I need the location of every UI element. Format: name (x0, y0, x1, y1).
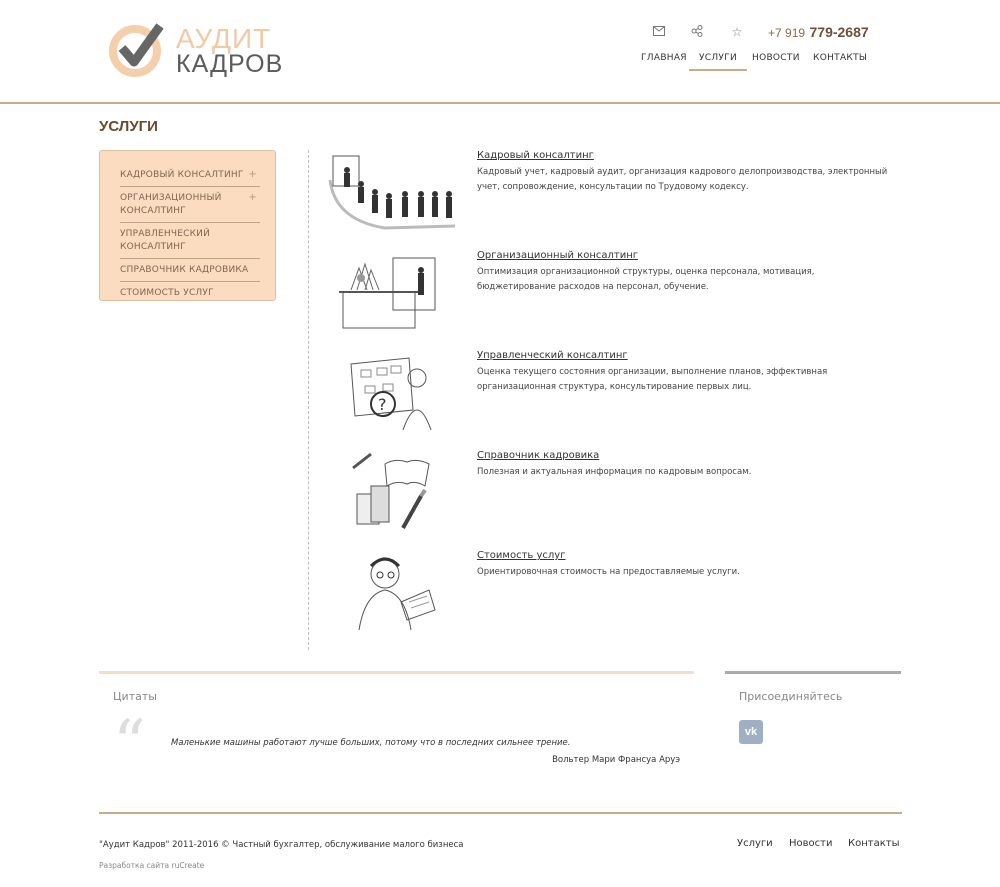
copyright: "Аудит Кадров" 2011-2016 © Частный бухгалтер, обслуживание малого бизнеса (99, 840, 464, 850)
nav-home[interactable]: ГЛАВНАЯ (641, 53, 687, 63)
service-item (325, 450, 905, 546)
nav-news[interactable]: НОВОСТИ (752, 53, 800, 63)
quotes-heading: Цитаты (113, 690, 157, 703)
service-item (325, 250, 905, 346)
vk-icon[interactable]: vk (739, 720, 763, 744)
developer-link[interactable]: Разработка сайта ruCreate (99, 861, 205, 870)
column-divider (308, 150, 309, 650)
page-title: УСЛУГИ (99, 118, 158, 135)
sidebar-item-label: КАДРОВЫЙ КОНСАЛТИНГ (120, 170, 244, 180)
share-icon[interactable] (690, 25, 704, 39)
expand-icon[interactable]: + (248, 192, 257, 203)
nav-services[interactable]: УСЛУГИ (689, 51, 747, 71)
sidebar (99, 150, 276, 301)
sidebar-item-pricing[interactable] (120, 282, 260, 304)
office-desk-sketch[interactable] (325, 250, 465, 340)
footer-nav-services[interactable]: Услуги (737, 838, 773, 849)
sidebar-item-label: СТОИМОСТЬ УСЛУГ (120, 288, 214, 298)
footer-divider (99, 812, 902, 814)
mail-icon[interactable] (652, 25, 666, 39)
phone-number[interactable] (768, 24, 869, 42)
footer-nav-news[interactable]: Новости (789, 838, 833, 849)
service-description: Оптимизация организационной структуры, оценка персонала, мотивация, бюджетирование расходов на персонал, обучение. (477, 267, 815, 292)
sidebar-item-mgmt-consulting[interactable] (120, 223, 260, 259)
manager-board-sketch[interactable] (325, 350, 465, 440)
reading-man-sketch[interactable] (325, 550, 465, 640)
logo-line-1: АУДИТ (176, 23, 272, 54)
social-heading: Присоединяйтесь (739, 690, 843, 703)
quote-author: Вольтер Мари Франсуа Аруэ (552, 755, 680, 765)
service-description: Полезная и актуальная информация по кадровым вопросам. (477, 467, 752, 477)
sidebar-item-label: ОРГАНИЗАЦИОННЫЙ КОНСАЛТИНГ (120, 193, 222, 216)
service-description: Кадровый учет, кадровый аудит, организация кадрового делопроизводства, электронный учет, сопровождение, консультации по Трудовому кодексу. (477, 167, 888, 192)
logo-line-2: КАДРОВ (176, 50, 284, 78)
service-title-link[interactable]: Организационный консалтинг (477, 250, 638, 261)
expand-icon[interactable]: + (248, 169, 257, 180)
quote-text: Маленькие машины работают лучше больших, потому что в последних сильнее трение. (171, 738, 571, 748)
service-title-link[interactable]: Кадровый консалтинг (477, 150, 594, 161)
sidebar-item-label: СПРАВОЧНИК КАДРОВИКА (120, 265, 249, 275)
books-pencil-sketch[interactable] (325, 450, 465, 540)
phone-prefix: +7 919 (768, 26, 806, 40)
sidebar-item-hr-handbook[interactable] (120, 259, 260, 282)
phone-main: 779-2687 (809, 24, 869, 40)
header (0, 0, 1000, 104)
sidebar-item-org-consulting[interactable] (120, 187, 260, 223)
service-title-link[interactable]: Стоимость услуг (477, 550, 566, 561)
service-description: Ориентировочная стоимость на предоставляемые услуги. (477, 567, 740, 577)
service-description: Оценка текущего состояния организации, выполнение планов, эффективная организационная структура, консультирование первых лиц. (477, 367, 828, 392)
quotes-block (99, 671, 694, 781)
queue-people-sketch[interactable] (325, 150, 465, 240)
sidebar-item-hr-consulting[interactable] (120, 164, 260, 187)
service-item (325, 150, 905, 246)
svg-text:?: ? (378, 395, 387, 414)
sidebar-item-label: УПРАВЛЕНЧЕСКИЙ КОНСАЛТИНГ (120, 229, 211, 252)
footer-nav-contacts[interactable]: Контакты (848, 838, 900, 849)
checkmark-circle-logo (108, 20, 168, 78)
service-title-link[interactable]: Управленческий консалтинг (477, 350, 628, 361)
social-block (725, 671, 901, 771)
star-icon[interactable]: ☆ (731, 25, 743, 39)
service-title-link[interactable]: Справочник кадровика (477, 450, 600, 461)
service-item (325, 350, 905, 446)
nav-contacts[interactable]: КОНТАКТЫ (813, 53, 868, 63)
service-item (325, 550, 905, 646)
quote-mark-icon: “ (113, 707, 146, 781)
